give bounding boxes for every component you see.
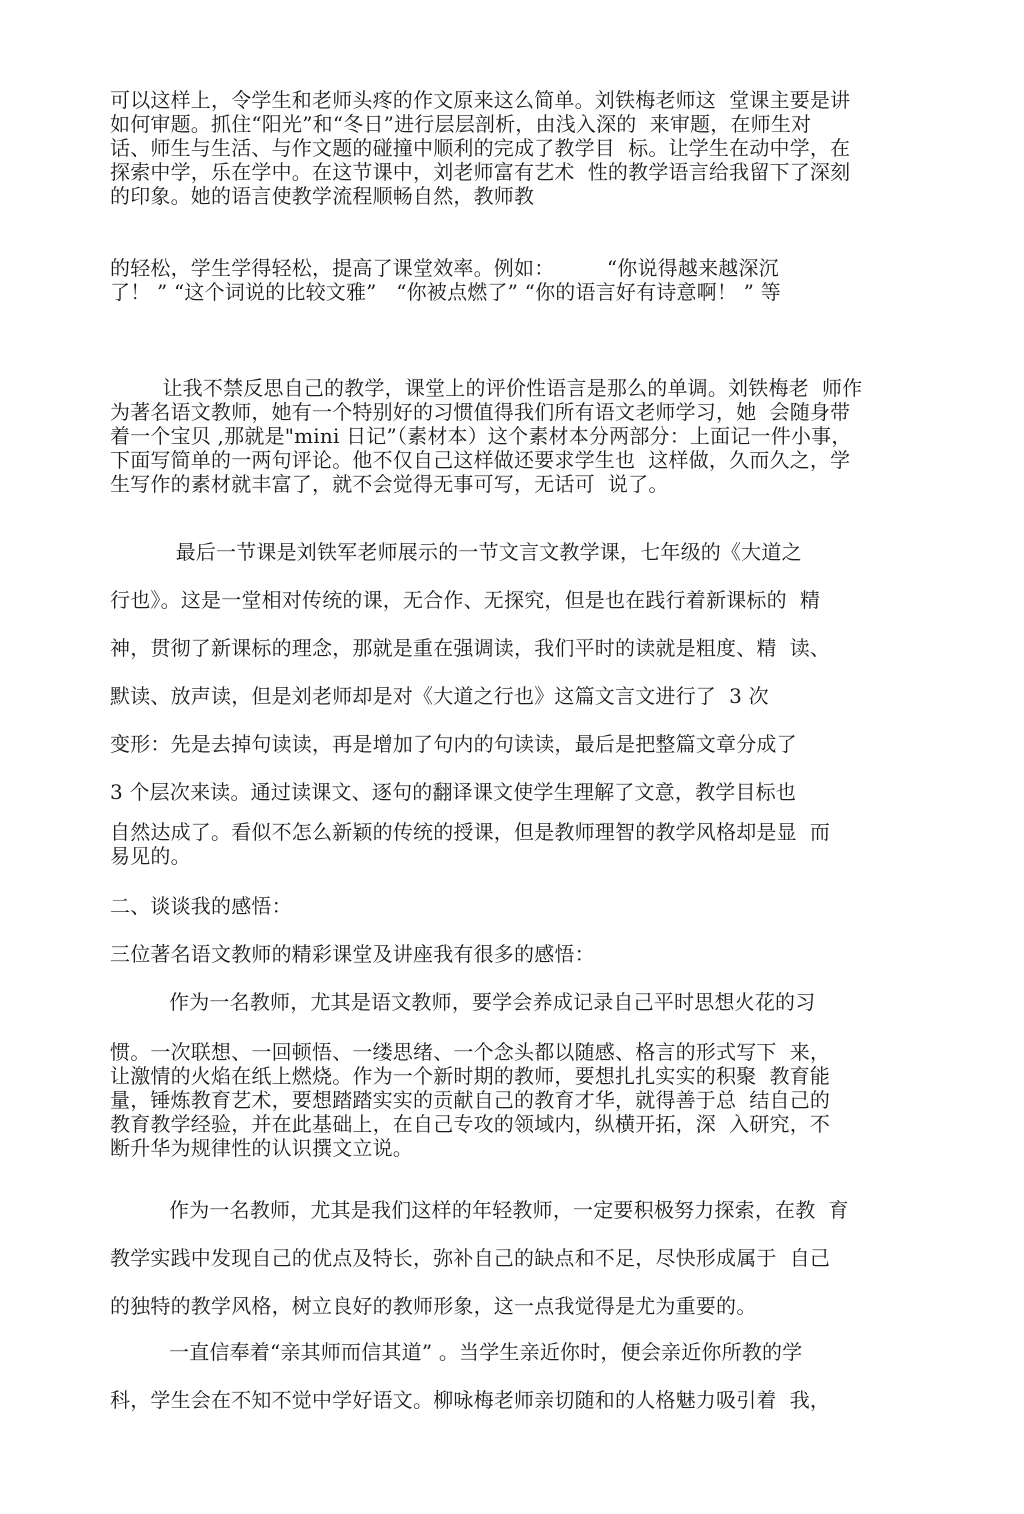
paragraph-intro-reflections: 三位著名语文教师的精彩课堂及讲座我有很多的感悟： <box>110 942 595 966</box>
paragraph-habit-recording: 作为一名教师，尤其是语文教师，要学会养成记录自己平时思想火花的习 <box>110 990 816 1014</box>
paragraph-self-reflection: 让我不禁反思自己的教学，课堂上的评价性语言是那么的单调。刘铁梅老 师作 为著名语文教师，她有一个特别好的习惯值得我们所有语文老师学习，她 会随身带 着一个宝贝 ,那就是"mini 日记”（素材本）这个素材本分两部分：上面记一件小事， 下面写简单的一两句评论。他不仅自己这样做还要求学生也 这样做，久而久之，学 生写作的素材就丰富了，就不会觉得无事可写，无话可 说了。 <box>110 376 863 496</box>
section-heading-reflections: 二、谈谈我的感悟： <box>110 894 292 918</box>
paragraph-young-teacher: 作为一名教师，尤其是我们这样的年轻教师，一定要积极努力探索，在教 育 教学实践中发现自己的优点及特长，弥补自己的缺点和不足，尽快形成属于 自己 的独特的教学风格，树立良好的教师形象，这一点我觉得是尤为重要的。 <box>110 1198 849 1318</box>
paragraph-habit-continued: 惯。一次联想、一回顿悟、一缕思绪、一个念头都以随感、格言的形式写下 来， 让激情的火焰在纸上燃烧。作为一个新时期的教师，要想扎扎实实的积聚 教育能 量，锤炼教育艺术，要想踏踏实实的贡献自己的教育才华，就得善于总 结自己的 教育教学经验，并在此基础上，在自己专攻的领域内，纵横开拓，深 入研究，不 断升华为规律性的认识撰文立说。 <box>110 1040 831 1160</box>
paragraph-examples-quotes: 的轻松，学生学得轻松，提高了课堂效率。例如： “你说得越来越深沉 了！ ” “这个词说的比较文雅” “你被点燃了” “你的语言好有诗意啊！ ” 等 <box>110 256 781 304</box>
paragraph-teacher-affinity: 一直信奉着“亲其师而信其道” 。当学生亲近你时，便会亲近你所教的学 科，学生会在不知不觉中学好语文。柳咏梅老师亲切随和的人格魅力吸引着 我， <box>110 1340 831 1412</box>
paragraph-liu-tiemei-lesson: 可以这样上，令学生和老师头疼的作文原来这么简单。刘铁梅老师这 堂课主要是讲 如何审题。抓住“阳光”和“冬日”进行层层剖析，由浅入深的 来审题，在师生对 话、师生与生活、与作文题的碰撞中顺利的完成了教学目 标。让学生在动中学，在 探索中学，乐在学中。在这节课中，刘老师富有艺术 性的教学语言给我留下了深刻 的印象。她的语言使教学流程顺畅自然，教师教 <box>110 88 851 208</box>
paragraph-teaching-style: 自然达成了。看似不怎么新颖的传统的授课，但是教师理智的教学风格却是显 而 易见的。 <box>110 820 831 868</box>
paragraph-last-lesson: 最后一节课是刘铁军老师展示的一节文言文教学课，七年级的《大道之 行也》。这是一堂相对传统的课，无合作、无探究，但是也在践行着新课标的 精 神，贯彻了新课标的理念，那就是重在强调读，我们平时的读就是粗度、精 读、 默读、放声读，但是刘老师却是对《大道之行也》这篇文言文进行了 3 次 变形：先是去掉句读读，再是增加了句内的句读读，最后是把整篇文章分成了 3 个层次来读。通过读课文、逐句的翻译课文使学生理解了文意，教学目标也 <box>110 540 831 804</box>
